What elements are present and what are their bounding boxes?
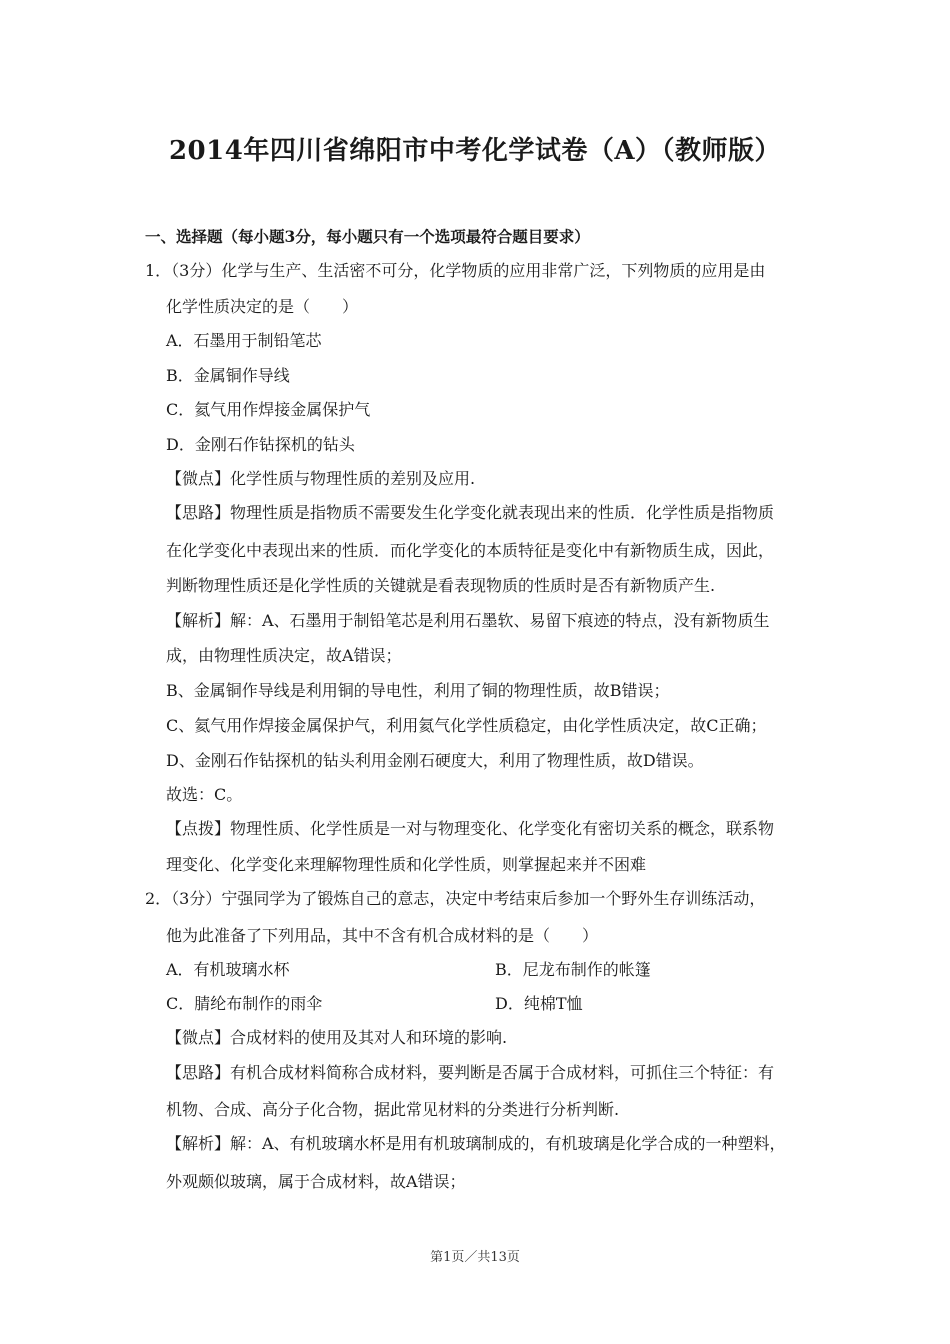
q1-jiexi-line6: 故选：C。 [166,785,243,804]
q1-jiexi-line2: 成，由物理性质决定，故A错误； [166,646,402,665]
q1-option-a: A．石墨用于制铅笔芯 [166,331,322,350]
q2-jiexi-line1: 【解析】解：A、有机玻璃水杯是用有机玻璃制成的，有机玻璃是化学合成的一种塑料， [166,1134,786,1153]
q1-option-c: C．氦气用作焊接金属保护气 [166,400,371,419]
q2-option-b: B．尼龙布制作的帐篷 [495,960,651,979]
q2-option-d: D．纯棉T恤 [495,994,583,1013]
q1-jiexi-line1: 【解析】解：A、石墨用于制铅笔芯是利用石墨软、易留下痕迹的特点，没有新物质生 [166,611,770,630]
q2-stem-line2: 他为此准备了下列用品，其中不含有机合成材料的是（ ） [166,926,599,945]
q1-jiexi-line5: D、金刚石作钻探机的钻头利用金刚石硬度大，利用了物理性质，故D错误。 [166,751,704,770]
q1-dianbo-line1: 【点拨】物理性质、化学性质是一对与物理变化、化学变化有密切关系的概念，联系物 [166,819,775,838]
document-title: 2014年四川省绵阳市中考化学试卷（A）（教师版） [168,136,782,166]
q1-option-d: D．金刚石作钻探机的钻头 [166,435,355,454]
q2-jiexi-line2: 外观颇似玻璃，属于合成材料，故A错误； [166,1172,466,1191]
q1-jiexi-line4: C、氦气用作焊接金属保护气，利用氦气化学性质稳定，由化学性质决定，故C正确； [166,716,767,735]
q2-option-a: A．有机玻璃水杯 [166,960,290,979]
q1-silu-line1: 【思路】物理性质是指物质不需要发生化学变化就表现出来的性质．化学性质是指物质 [166,503,775,522]
q2-silu-line1: 【思路】有机合成材料简称合成材料，要判断是否属于合成材料，可抓住三个特征：有 [166,1063,775,1082]
q1-weidian: 【微点】化学性质与物理性质的差别及应用. [166,469,476,488]
q1-jiexi-line3: B、金属铜作导线是利用铜的导电性，利用了铜的物理性质，故B错误； [166,681,670,700]
q1-silu-line3: 判断物理性质还是化学性质的关键就是看表现物质的性质时是否有新物质产生. [166,576,716,595]
q1-dianbo-line2: 理变化、化学变化来理解物理性质和化学性质，则掌握起来并不困难 [166,855,647,874]
q2-weidian: 【微点】合成材料的使用及其对人和环境的影响. [166,1028,508,1047]
q1-stem-line2: 化学性质决定的是（ ） [166,297,359,316]
q2-silu-line2: 机物、合成、高分子化合物，据此常见材料的分类进行分析判断. [166,1100,620,1119]
q1-option-b: B．金属铜作导线 [166,366,290,385]
q1-silu-line2: 在化学变化中表现出来的性质．而化学变化的本质特征是变化中有新物质生成，因此， [166,541,775,560]
page-footer: 第1页／共13页 [430,1250,520,1265]
q2-stem-line1: 2．（3分）宁强同学为了锻炼自己的意志，决定中考结束后参加一个野外生存训练活动， [145,889,766,908]
q1-stem-line1: 1．（3分）化学与生产、生活密不可分，化学物质的应用非常广泛，下列物质的应用是由 [145,261,766,280]
section-heading: 一、选择题（每小题3分，每小题只有一个选项最符合题目要求） [145,227,590,246]
q2-option-c: C．腈纶布制作的雨伞 [166,994,323,1013]
